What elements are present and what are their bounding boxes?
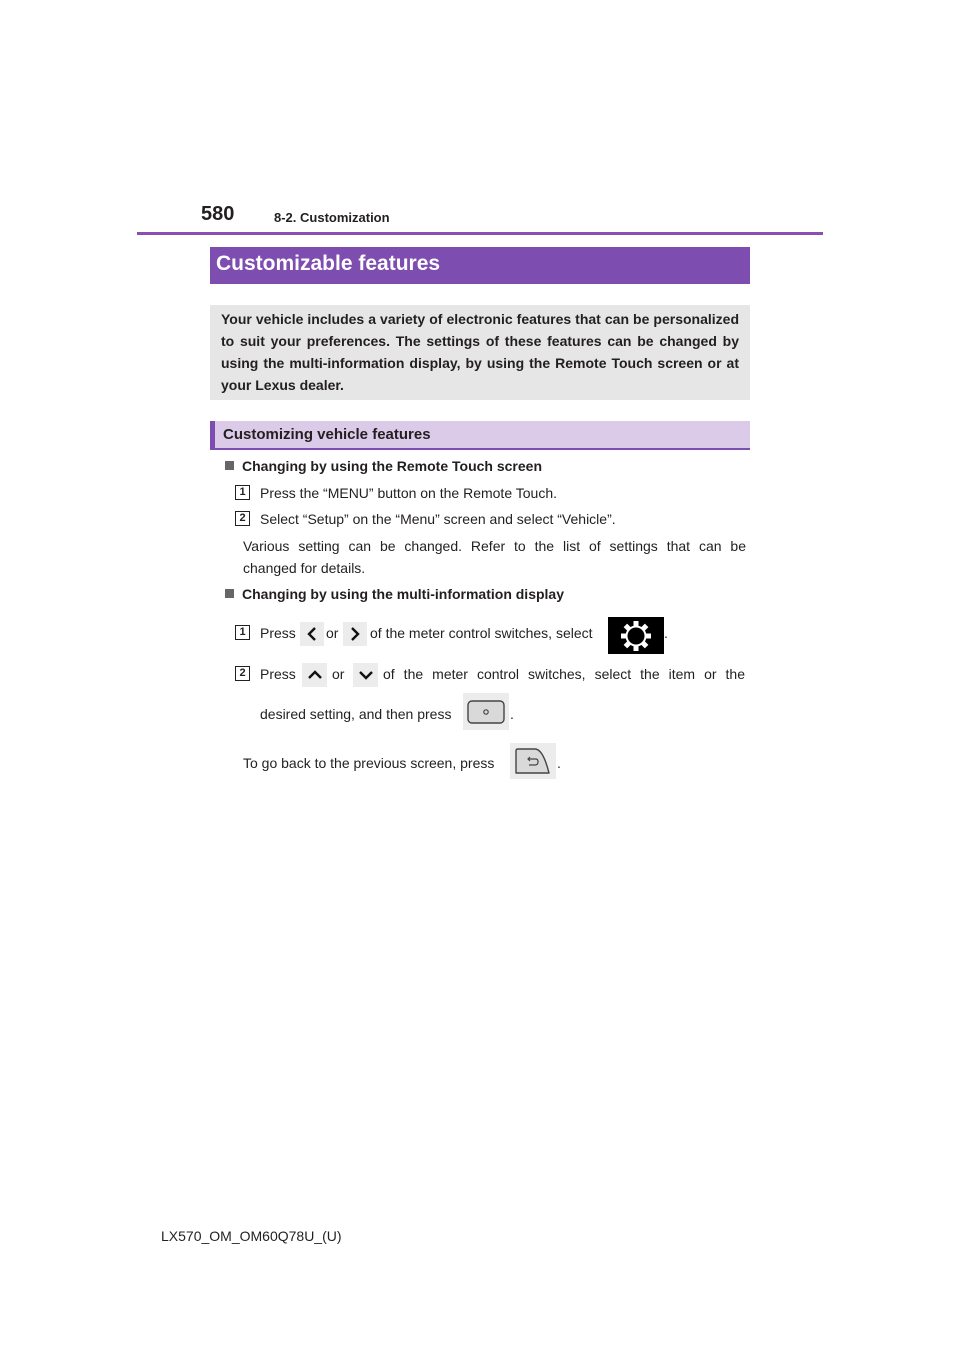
intro-line: to suit your preferences. The settings of these features can be changed by (221, 333, 739, 349)
section-title: Customizable features (216, 252, 441, 275)
step-text: of the meter control switches, select the item or the (383, 666, 745, 682)
back-instruction: . (557, 755, 561, 771)
gear-icon (608, 617, 664, 654)
bullet-heading-text: Changing by using the Remote Touch screen (242, 458, 542, 474)
chevron-down-icon (353, 663, 378, 687)
chevron-right-icon (343, 622, 367, 646)
step-text: or (332, 666, 345, 682)
step-text: of the meter control switches, select (370, 625, 593, 641)
step-text: Select “Setup” on the “Menu” screen and select “Vehicle”. (260, 511, 616, 527)
step-number-badge: 1 (235, 625, 250, 640)
subheader-bar (210, 421, 750, 450)
bullet-heading-remote-touch (225, 458, 542, 474)
bullet-square-icon (225, 589, 234, 598)
step-text: Press the “MENU” button on the Remote Touch. (260, 485, 557, 501)
step-text: . (664, 625, 668, 641)
bullet-heading-mid (225, 586, 564, 602)
chevron-left-icon (300, 622, 324, 646)
bullet-heading-text: Changing by using the multi-information display (242, 586, 564, 602)
bullet-square-icon (225, 461, 234, 470)
step-number-badge: 2 (235, 511, 250, 526)
header-divider (137, 232, 823, 235)
back-button-icon (510, 743, 556, 779)
step-text: Press (260, 625, 296, 641)
document-code: LX570_OM_OM60Q78U_(U) (161, 1228, 342, 1244)
page-number: 580 (201, 203, 235, 225)
step-text: or (326, 625, 339, 641)
intro-line: using the multi-information display, by using the Remote Touch screen or at (221, 355, 739, 371)
intro-box (210, 305, 750, 400)
enter-button-icon (463, 693, 509, 730)
section-title-bar (210, 247, 750, 284)
intro-line: your Lexus dealer. (221, 377, 344, 393)
subheader-title: Customizing vehicle features (223, 426, 431, 443)
step-text: desired setting, and then press (260, 706, 452, 722)
step-number-badge: 1 (235, 485, 250, 500)
step-text: Press (260, 666, 296, 682)
note-line: changed for details. (243, 560, 366, 576)
back-instruction: To go back to the previous screen, press (243, 755, 495, 771)
step-number-badge: 2 (235, 666, 250, 681)
intro-line: Your vehicle includes a variety of electronic features that can be personalized (221, 311, 739, 327)
note-line: Various setting can be changed. Refer to the list of settings that can be (243, 538, 746, 554)
section-reference: 8-2. Customization (274, 210, 390, 225)
chevron-up-icon (302, 663, 327, 687)
step-text: . (510, 706, 514, 722)
